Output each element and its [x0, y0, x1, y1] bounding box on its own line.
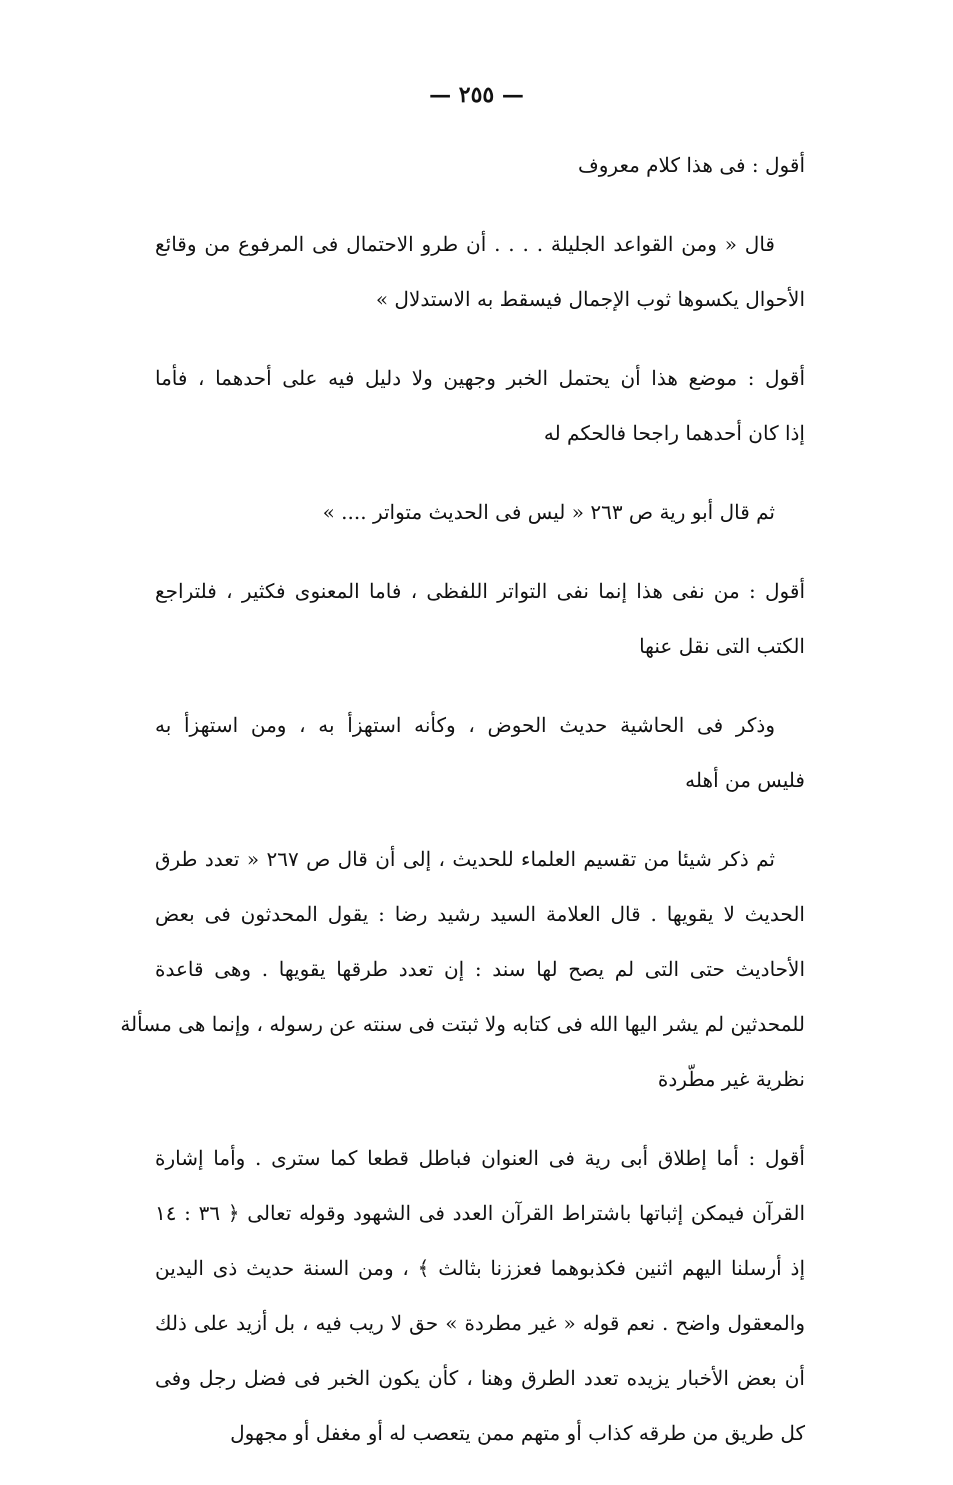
paragraph [155, 217, 805, 327]
text-line: أقول : من نفى هذا إنما نفى التواتر اللفظى ، فاما المعنوى فكثير ، فلتراجع [155, 579, 805, 603]
text-line: ثم قال أبو رية ص ٢٦٣ « ليس فى الحديث متواتر .... » [322, 500, 775, 524]
text-line: إذ أرسلنا اليهم اثنين فكذبوهما فعززنا بثالث ﴾ ، ومن السنة حديث ذى اليدين [155, 1256, 805, 1280]
text-line: الأحاديث حتى التى لم يصح لها سند : إن تعدد طرقها يقويها . وهى قاعدة [155, 957, 805, 981]
text-line: كل طريق من طرقه كذاب أو متهم ممن يتعصب له أو مغفل أو مجهول [230, 1421, 805, 1445]
paragraph [155, 1131, 805, 1461]
text-line: للمحدثين لم يشر اليها الله فى كتابه ولا ثبتت فى سنته عن رسوله ، وإنما هى مسألة [120, 1012, 805, 1036]
paragraph [155, 485, 805, 540]
text-line: أقول : أما إطلاق أبى رية فى العنوان فباطل قطعا كما سترى . وأما إشارة [155, 1146, 805, 1170]
text-line: أن بعض الأخبار يزيده تعدد الطرق وهنا ، كأن يكون الخبر فى فضل رجل وفى [155, 1366, 805, 1390]
page-number: — ٢٥٥ — [429, 82, 524, 108]
paragraph [155, 351, 805, 461]
paragraph [120, 832, 805, 1107]
text-line: والمعقول واضح . نعم قوله « غير مطردة » حق لا ريب فيه ، بل أزيد على ذلك [155, 1311, 805, 1335]
text-line: إذا كان أحدهما راجحا فالحكم له [543, 421, 805, 445]
page-body [120, 138, 806, 1485]
text-line: ثم ذكر شيئا من تقسيم العلماء للحديث ، إلى أن قال ص ٢٦٧ « تعدد طرق [155, 847, 775, 871]
paragraph [155, 564, 805, 674]
paragraph [155, 138, 805, 193]
text-line: أقول : موضع هذا أن يحتمل الخبر وجهين ولا دليل فيه على أحدهما ، فأما [155, 366, 805, 390]
text-line: الحديث لا يقويها . قال العلامة السيد رشيد رضا : يقول المحدثون فى بعض [155, 902, 805, 926]
text-line: فليس من أهله [685, 768, 805, 792]
text-line: القرآن فيمكن إثباتها باشتراط القرآن العدد فى الشهود وقوله تعالى ﴿ ٣٦ : ١٤ [155, 1201, 806, 1225]
text-line: وذكر فى الحاشية حديث الحوض ، وكأنه استهزأ به ، ومن استهزأ به [155, 713, 775, 737]
text-line: الكتب التى نقل عنها [639, 634, 805, 658]
text-line: الأحوال يكسوها ثوب الإجمال فيسقط به الاستدلال » [375, 287, 805, 311]
text-line: قال « ومن القواعد الجليلة . . . . أن طرو الاحتمال فى المرفوع من وقائع [155, 232, 775, 256]
paragraph [155, 698, 805, 808]
text-line: نظرية غير مطّردة [657, 1067, 805, 1091]
text-line: أقول : فى هذا كلام معروف [578, 153, 805, 177]
